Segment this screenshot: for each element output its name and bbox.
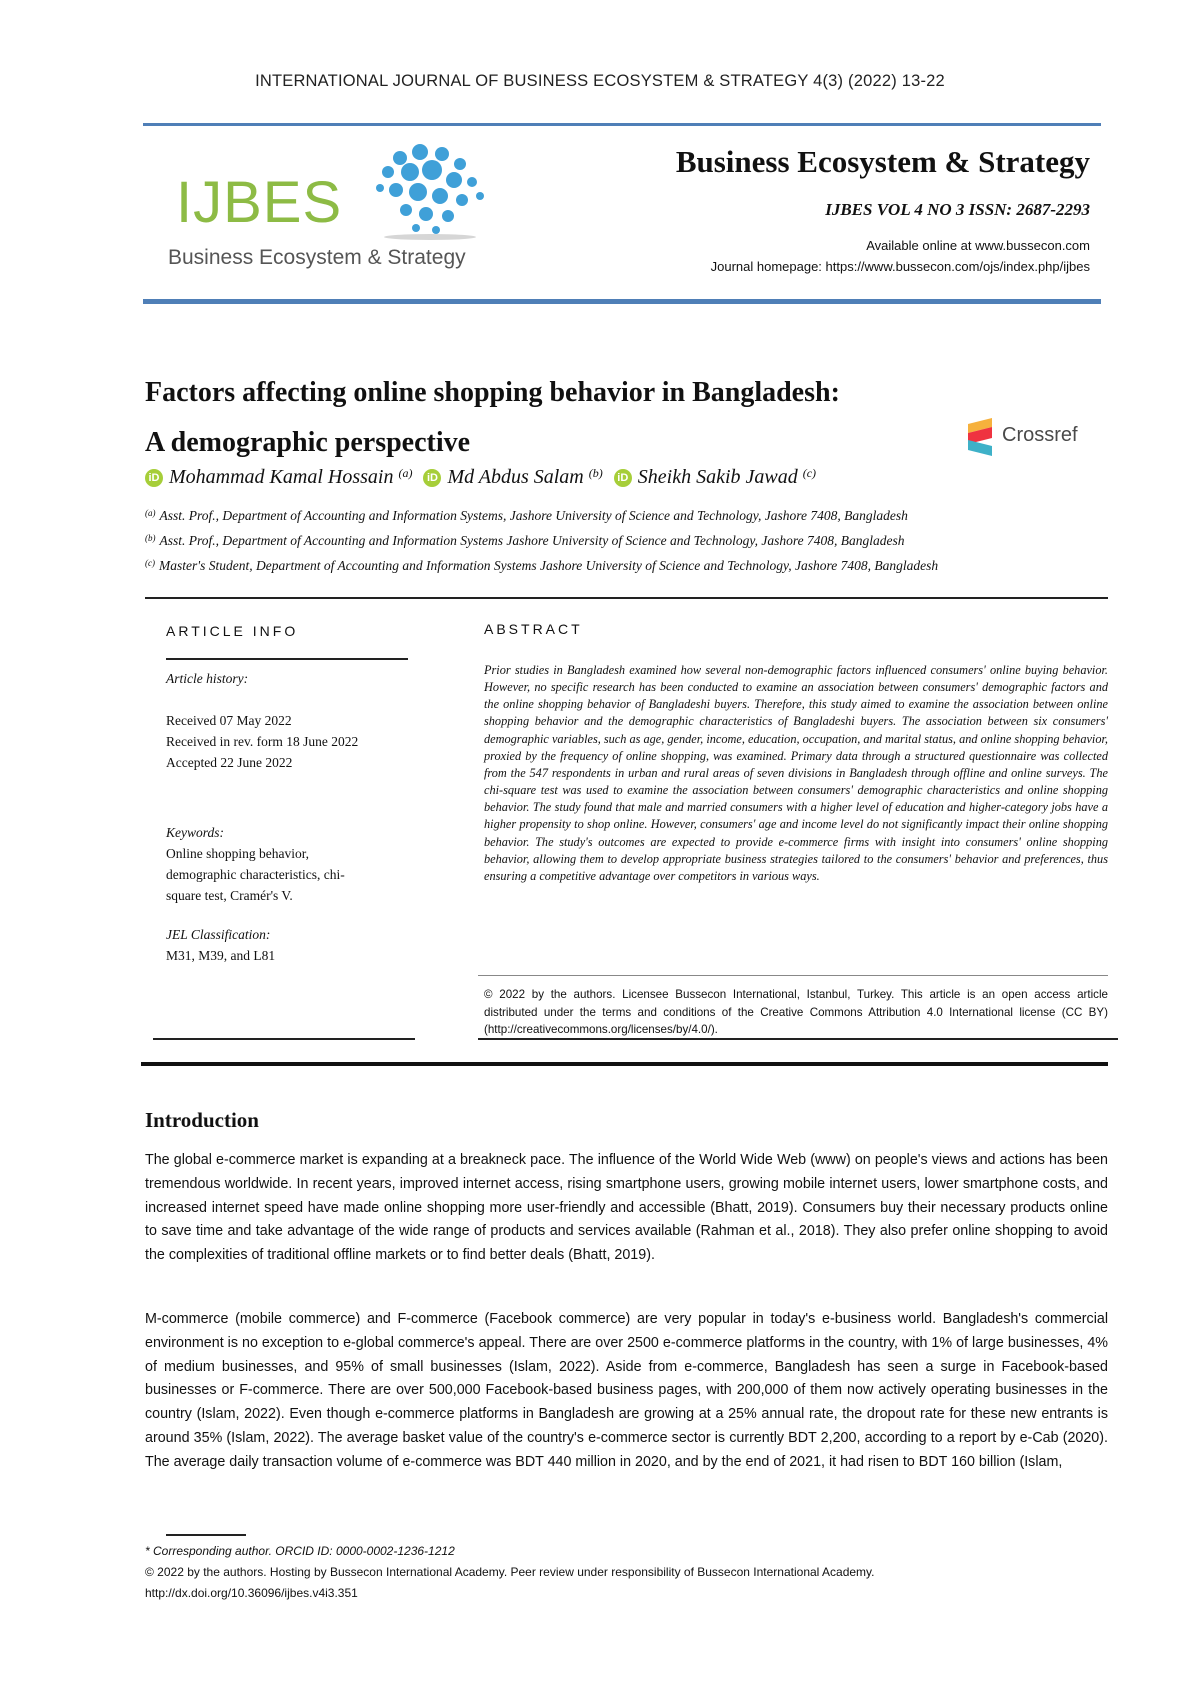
hosting-note: © 2022 by the authors. Hosting by Bussecon International Academy. Peer review under responsibility of Bussecon International Academy. bbox=[145, 1565, 875, 1579]
article-title bbox=[145, 368, 840, 468]
author-3-name: Sheikh Sakib Jawad bbox=[637, 466, 798, 488]
history-label: Article history: bbox=[166, 671, 249, 686]
license-notice: © 2022 by the authors. Licensee Bussecon International, Istanbul, Turkey. This article is an open access article distributed under the terms and conditions of the Creative Commons Attribution 4.0 International license (CC BY) (http://creativecommons.org/licenses/by/4.0/). bbox=[484, 988, 1108, 1036]
intro-paragraph-1: The global e-commerce market is expanding at a breakneck pace. The influence of the World Wide Web (www) on people's views and actions has been tremendous worldwide. In recent years, improved internet access, rising smartphone users, growing mobile internet users, lower smartphone costs, and increased internet speed have made online shopping more user-friendly and accessible (Bhatt, 2019). Consumers buy their necessary products online to save time and take advantage of the wide range of products and services available (Rahman et al., 2018). They also prefer online shopping to avoid the complexities of traditional offline markets or to find better deals (Bhatt, 2019). bbox=[145, 1152, 1108, 1264]
orcid-icon[interactable]: iD bbox=[423, 469, 441, 487]
journal-homepage[interactable]: Journal homepage: https://www.bussecon.com/ojs/index.php/ijbes bbox=[710, 259, 1090, 274]
affiliation-c-mark: (c) bbox=[145, 558, 155, 568]
affiliation-a-text: Asst. Prof., Department of Accounting and Information Systems, Jashore University of Science and Technology, Jashore 7408, Bangladesh bbox=[159, 508, 908, 523]
author-1-name: Mohammad Kamal Hossain bbox=[169, 466, 394, 488]
orcid-icon[interactable]: iD bbox=[614, 469, 632, 487]
author-2-name: Md Abdus Salam bbox=[447, 466, 584, 488]
keyword-line-3: square test, Cramér's V. bbox=[166, 888, 293, 903]
jel-codes: M31, M39, and L81 bbox=[166, 948, 276, 963]
logo-wordmark: IJBES bbox=[176, 170, 343, 235]
introduction-heading: Introduction bbox=[145, 1108, 259, 1132]
revised-date: Received in rev. form 18 June 2022 bbox=[166, 734, 359, 749]
journal-volume: IJBES VOL 4 NO 3 ISSN: 2687-2293 bbox=[825, 200, 1090, 219]
network-globe-icon bbox=[360, 140, 500, 240]
article-info-rule bbox=[166, 658, 408, 660]
available-online[interactable]: Available online at www.bussecon.com bbox=[866, 238, 1090, 253]
keywords-label: Keywords: bbox=[166, 825, 224, 840]
author-1[interactable] bbox=[145, 466, 412, 488]
abstract-heading: ABSTRACT bbox=[484, 621, 583, 637]
logo-subtitle: Business Ecosystem & Strategy bbox=[168, 246, 466, 269]
doi-link[interactable]: http://dx.doi.org/10.36096/ijbes.v4i3.351 bbox=[145, 1586, 358, 1600]
intro-paragraph-2: M-commerce (mobile commerce) and F-commerce (Facebook commerce) are very popular in today's e-business world. Bangladesh's commercial environment is no exception to e-global commerce's appeal. There are over 2500 e-commerce platforms in the country, with 1% of large businesses, 4% of medium businesses, and 95% of small businesses (Islam, 2022). Aside from e-commerce, Bangladesh has seen a surge in Facebook-based businesses or F-commerce. There are over 500,000 Facebook-based business pages, with 200,000 of them now actively operating businesses in the country (Islam, 2022). Even though e-commerce platforms in Bangladesh are growing at a 25% annual rate, the dropout rate for these new entrants is around 35% (Islam, 2022). The average basket value of the country's e-commerce sector is currently BDT 2,200, according to a report by e-Cab (2020). The average daily transaction volume of e-commerce was BDT 440 million in 2020, and by the end of 2021, it had risen to BDT 160 billion (Islam, bbox=[145, 1311, 1108, 1470]
title-line-2: A demographic perspective bbox=[145, 427, 471, 458]
author-3[interactable] bbox=[614, 466, 816, 488]
author-3-mark: (c) bbox=[802, 466, 817, 480]
affiliation-b bbox=[145, 533, 905, 549]
front-matter-rule bbox=[145, 597, 1108, 599]
running-head: INTERNATIONAL JOURNAL OF BUSINESS ECOSYSTEM & STRATEGY 4(3) (2022) 13-22 bbox=[255, 72, 945, 90]
abstract-text: Prior studies in Bangladesh examined how several non-demographic factors influenced consumers' online buying behavior. However, no specific research has been conducted to examine an association between consumers' demographic factors and the online shopping behavior of Bangladeshi buyers. Therefore, this study aimed to examine the association between online shopping behavior and the demographic characteristics of Bangladeshi buyers. The association between six consumers' demographic variables, such as age, gender, income, education, occupation, and marital status, and online shopping behavior, proxied by the frequency of online shopping, was examined. Primary data through a structured questionnaire was collected from the 547 respondents in urban and rural areas of seven divisions in Bangladesh through offline and online surveys. The chi-square test was used to examine the association between consumers' demographic characteristics and online shopping behavior. The study found that male and married consumers with a higher level of education and higher-category jobs have a higher propensity to shop online. However, consumers' age and income level do not significantly impact their online shopping behavior. The study's outcomes are expected to provide e-commerce firms with insight into consumers' online shopping behavior, allowing them to develop appropriate business strategies tailored to the consumers' behavior and preferences, thus ensuring a competitive advantage over competitors in various ways. bbox=[484, 663, 1108, 883]
affiliation-a bbox=[145, 508, 908, 524]
author-list bbox=[145, 466, 816, 489]
author-1-mark: (a) bbox=[398, 466, 413, 480]
orcid-icon[interactable]: iD bbox=[145, 469, 163, 487]
affiliation-a-mark: (a) bbox=[145, 508, 156, 518]
abstract-divider bbox=[478, 975, 1108, 976]
keyword-line-2: demographic characteristics, chi- bbox=[166, 867, 345, 882]
crossref-badge[interactable] bbox=[966, 418, 1086, 458]
affiliation-b-text: Asst. Prof., Department of Accounting and Information Systems Jashore University of Science and Technology, Jashore 7408, Bangladesh bbox=[159, 533, 905, 548]
abstract-bottom-rule bbox=[478, 1038, 1118, 1040]
article-info-heading: ARTICLE INFO bbox=[166, 623, 299, 639]
author-2[interactable] bbox=[423, 466, 602, 488]
author-2-mark: (b) bbox=[588, 466, 603, 480]
accepted-date: Accepted 22 June 2022 bbox=[166, 755, 293, 770]
crossref-icon bbox=[966, 418, 998, 456]
jel-label: JEL Classification: bbox=[166, 927, 271, 942]
affiliation-c-text: Master's Student, Department of Accounting and Information Systems Jashore University of Science and Technology, Jashore 7408, Bangladesh bbox=[159, 558, 939, 573]
corresponding-author-note: * Corresponding author. ORCID ID: 0000-0002-1236-1212 bbox=[145, 1544, 455, 1558]
crossref-label: Crossref bbox=[1002, 424, 1078, 446]
journal-logo bbox=[160, 140, 520, 280]
journal-name: Business Ecosystem & Strategy bbox=[675, 144, 1090, 179]
received-date: Received 07 May 2022 bbox=[166, 713, 292, 728]
title-line-1: Factors affecting online shopping behavior in Bangladesh: bbox=[145, 377, 840, 408]
affiliation-c bbox=[145, 558, 938, 574]
header-rule-top bbox=[143, 123, 1101, 126]
section-divider bbox=[141, 1062, 1108, 1066]
header-rule-bottom bbox=[143, 299, 1101, 304]
article-info-bottom-rule bbox=[153, 1038, 415, 1040]
footnote-rule bbox=[166, 1534, 246, 1536]
affiliation-b-mark: (b) bbox=[145, 533, 156, 543]
keyword-line-1: Online shopping behavior, bbox=[166, 846, 310, 861]
